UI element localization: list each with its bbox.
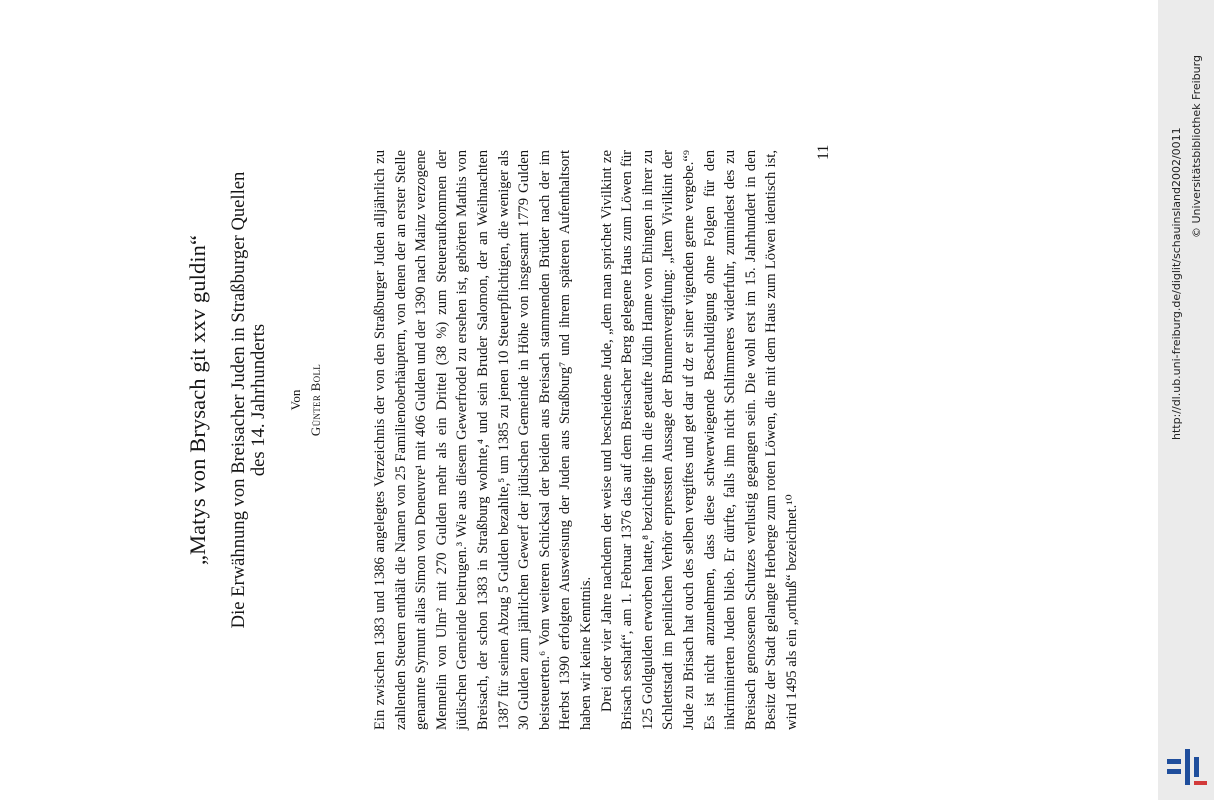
scanned-page-rotated bbox=[175, 0, 1045, 800]
article-body bbox=[370, 150, 802, 730]
article-subtitle bbox=[229, 0, 269, 800]
paragraph: Ein zwischen 1383 und 1386 angelegtes Verzeichnis der von den Straßburger Juden alljährlich zu zahlenden Steuern enthält die Namen von 25 Familienoberhäuptern, von denen der an erster Stelle genannte Symunt alias Simon von Deneuvre¹ mit 406 Gulden und der 1390 nach Mainz verzogene Mennelin von Ulm² mit 270 Gulden mehr als ein Drittel (38 %) zum Steueraufkommen der jüdischen Gemeinde beitrugen.³ Wie aus diesem Gewerfrodel zu ersehen ist, gehörten Mathis von Breisach, der schon 1383 in Straßburg wohnte,⁴ und sein Bruder Salomon, der an Weihnachten 1387 für seinen Abzug 5 Gulden bezahlte,⁵ um 1385 zu jenen 10 Steuerpflichtigen, die weniger als 30 Gulden zum jährlichen Gewerf der jüdischen Gemeinde in Höhe von insgesamt 1779 Gulden beisteuerten.⁶ Vom weiteren Schicksal der beiden aus Breisach stammenden Brüder nach der im Herbst 1390 erfolgten Ausweisung der Juden aus Straßburg⁷ und ihrem späteren Aufenthaltsort haben wir keine Kenntnis. bbox=[372, 150, 594, 730]
scanned-page bbox=[175, 0, 1045, 800]
source-url-link[interactable]: http://dl.ub.uni-freiburg.de/diglit/schauinsland2002/0011 bbox=[1170, 127, 1183, 440]
subtitle-line: des 14. Jahrhunderts bbox=[248, 323, 269, 477]
sidebar-text-rotated bbox=[1158, 0, 1214, 800]
ub-freiburg-logo-icon bbox=[1165, 745, 1209, 789]
paragraph: Drei oder vier Jahre nachdem der weise und bescheidene Jude, „dem man sprichet Vivilkint ze Brisach seshaft“, am 1. Februar 1376 das auf dem Breisacher Berg gelegene Haus zum Löwen für 125 Goldgulden erworben hatte,⁸ bezichtigte ihn die getaufte Jüdin Hanne von Ehingen in ihrer zu Schlettstadt im peinlichen Verhör erpressten Aussage der Brunnenvergiftung: „Item Vivilkint der Jude zu Brisach hat ouch des selben vergiftes und get dar uf dz er siner vigenden gerne vergebe.“⁹ Es ist nicht anzunehmen, dass diese schwerwiegende Beschuldigung ohne Folgen für den inkriminierten Juden blieb. Er dürfte, falls ihm nicht Schlimmeres widerfuhr, zumindest des zu Breisach genossenen Schutzes verlustig gegangen sein. Die wohl erst im 15. Jahrhundert in den Besitz der Stadt gelangte Herberge zum roten Löwen, die mit dem Haus zum Löwen identisch ist, wird 1495 als ein „orthuß“ bezeichnet.¹⁰ bbox=[598, 150, 800, 730]
library-sidebar bbox=[1158, 0, 1214, 800]
copyright-notice: © Universitätsbibliothek Freiburg bbox=[1190, 55, 1203, 238]
subtitle-line: Die Erwähnung von Breisacher Juden in Straßburger Quellen bbox=[228, 171, 249, 629]
article-title: „Matys von Brysach git xxv guldin“ bbox=[185, 234, 210, 566]
page-number: 11 bbox=[815, 144, 832, 160]
author-name: Günter Boll bbox=[308, 363, 323, 437]
byline-von: Von bbox=[288, 389, 303, 411]
